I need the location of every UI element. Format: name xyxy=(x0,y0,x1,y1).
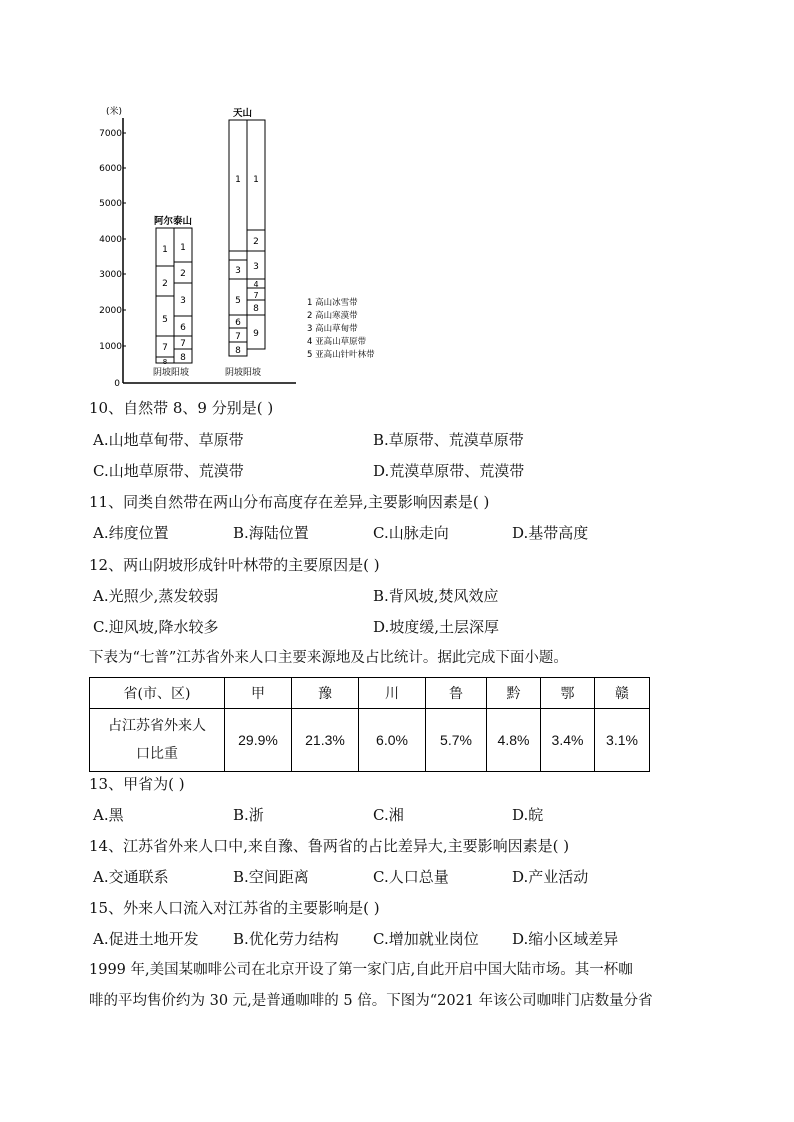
q15-stem: 15、外来人口流入对江苏省的主要影响是( ) xyxy=(89,899,380,917)
q15-option-a[interactable]: A.促进土地开发 xyxy=(93,930,199,948)
table-cell: 21.3% xyxy=(292,709,359,772)
tianshan-sunny-zone: 1 xyxy=(253,175,259,185)
q15-option-d[interactable]: D.缩小区域差异 xyxy=(512,930,619,948)
table-header-cell: 豫 xyxy=(292,678,359,709)
q13-option-b[interactable]: B.浙 xyxy=(233,806,264,824)
legend-item: 2 高山寒漠带 xyxy=(307,311,358,321)
altai-sunny-zone: 6 xyxy=(180,323,186,333)
table-header-cell: 川 xyxy=(359,678,426,709)
q12-option-a[interactable]: A.光照少,蒸发较弱 xyxy=(93,587,219,605)
legend-item: 3 高山草甸带 xyxy=(307,324,358,334)
q14-option-d[interactable]: D.产业活动 xyxy=(512,868,589,886)
q10-option-b[interactable]: B.草原带、荒漠草原带 xyxy=(373,431,524,449)
legend-item: 5 亚高山针叶林带 xyxy=(307,350,375,360)
table-row xyxy=(90,709,650,772)
y-tick-5000: 5000 xyxy=(99,199,122,209)
altai-sunny-zone: 8 xyxy=(180,353,186,363)
q14-option-c[interactable]: C.人口总量 xyxy=(373,868,449,886)
y-tick-1000: 1000 xyxy=(99,342,122,352)
q13-option-c[interactable]: C.湘 xyxy=(373,806,404,824)
coffee-intro-line-2: 啡的平均售价约为 30 元,是普通咖啡的 5 倍。下图为“2021 年该公司咖啡门店数量分省 xyxy=(89,993,653,1009)
tianshan-sunny-zone: 3 xyxy=(253,262,259,272)
q13-option-a[interactable]: A.黑 xyxy=(93,806,124,824)
altai-sunny-zone: 1 xyxy=(180,243,186,253)
tianshan-shade-zone: 7 xyxy=(235,332,241,342)
altai-shade-zone: 1 xyxy=(162,245,168,255)
table-intro: 下表为“七普”江苏省外来人口主要来源地及占比统计。据此完成下面小题。 xyxy=(89,650,568,666)
y-tick-3000: 3000 xyxy=(99,270,122,280)
legend-item: 4 亚高山草原带 xyxy=(307,337,367,347)
legend-item: 1 高山冰雪带 xyxy=(307,298,358,308)
q12-stem: 12、两山阴坡形成针叶林带的主要原因是( ) xyxy=(89,556,380,574)
table-header-cell: 赣 xyxy=(595,678,650,709)
row-label-line-2: 口比重 xyxy=(136,746,178,762)
y-tick-0: 0 xyxy=(114,379,120,389)
table-cell: 5.7% xyxy=(426,709,487,772)
table-cell: 4.8% xyxy=(487,709,541,772)
q14-option-b[interactable]: B.空间距离 xyxy=(233,868,309,886)
q15-option-b[interactable]: B.优化劳力结构 xyxy=(233,930,339,948)
y-unit-label: (米) xyxy=(106,107,123,117)
population-source-table xyxy=(89,677,650,772)
q11-option-b[interactable]: B.海陆位置 xyxy=(233,524,309,542)
table-cell: 3.1% xyxy=(595,709,650,772)
q11-option-c[interactable]: C.山脉走向 xyxy=(373,524,449,542)
zone-legend xyxy=(307,297,375,360)
q14-stem: 14、江苏省外来人口中,来自豫、鲁两省的占比差异大,主要影响因素是( ) xyxy=(89,837,570,855)
q14-option-a[interactable]: A.交通联系 xyxy=(93,868,169,886)
tianshan-title: 天山 xyxy=(233,108,253,119)
q11-stem: 11、同类自然带在两山分布高度存在差异,主要影响因素是( ) xyxy=(89,493,490,511)
q12-option-c[interactable]: C.迎风坡,降水较多 xyxy=(93,618,219,636)
q15-option-c[interactable]: C.增加就业岗位 xyxy=(373,930,479,948)
table-header-row xyxy=(90,678,650,709)
altai-title: 阿尔泰山 xyxy=(154,216,193,227)
q13-stem: 13、甲省为( ) xyxy=(89,775,185,793)
table-header-cell: 鲁 xyxy=(426,678,487,709)
table-cell: 3.4% xyxy=(541,709,595,772)
table-row-label xyxy=(90,709,225,772)
table-header-cell: 鄂 xyxy=(541,678,595,709)
q10-option-d[interactable]: D.荒漠草原带、荒漠带 xyxy=(373,462,525,480)
q11-option-d[interactable]: D.基带高度 xyxy=(512,524,589,542)
tianshan-shade-zone: 8 xyxy=(235,346,241,356)
tianshan-sunny-zone: 8 xyxy=(253,304,259,314)
q10-stem: 10、自然带 8、9 分别是( ) xyxy=(89,399,274,417)
tianshan-sunny-zone: 4 xyxy=(253,280,259,289)
altai-shade-zone: 7 xyxy=(162,343,168,353)
tianshan-shade-zone: 6 xyxy=(235,318,241,328)
tianshan-sunny-zone: 7 xyxy=(253,291,259,300)
q12-option-b[interactable]: B.背风坡,焚风效应 xyxy=(373,587,499,605)
y-tick-7000: 7000 xyxy=(99,129,122,139)
table-header-cell: 黔 xyxy=(487,678,541,709)
y-tick-2000: 2000 xyxy=(99,306,122,316)
y-tick-labels xyxy=(99,129,122,389)
tianshan-shade-zone: 1 xyxy=(235,175,241,185)
q11-option-a[interactable]: A.纬度位置 xyxy=(93,524,169,542)
q12-option-d[interactable]: D.坡度缓,土层深厚 xyxy=(373,618,500,636)
tianshan-shade-zone: 5 xyxy=(235,296,241,306)
y-tick-4000: 4000 xyxy=(99,235,122,245)
altai-sunny-zone: 2 xyxy=(180,269,186,279)
tianshan-slope-label: 阴坡阳坡 xyxy=(225,368,262,378)
q10-option-a[interactable]: A.山地草甸带、草原带 xyxy=(93,431,244,449)
altai-slope-label: 阴坡阳坡 xyxy=(153,368,190,378)
q13-option-d[interactable]: D.皖 xyxy=(512,806,544,824)
altai-sunny-zone: 7 xyxy=(180,339,186,349)
tianshan-shade-zone: 3 xyxy=(235,266,241,276)
altai-shade-zone: 5 xyxy=(162,315,168,325)
table-cell: 29.9% xyxy=(225,709,292,772)
altai-shade-zone: 8 xyxy=(162,358,168,366)
y-tick-6000: 6000 xyxy=(99,164,122,174)
tianshan-sunny-zone: 9 xyxy=(253,329,259,339)
table-header-label: 省(市、区) xyxy=(90,678,225,709)
vertical-zone-diagram xyxy=(99,100,398,392)
altai-sunny-zone: 3 xyxy=(180,296,186,306)
table-header-cell: 甲 xyxy=(225,678,292,709)
table-cell: 6.0% xyxy=(359,709,426,772)
tianshan-sunny-zone: 2 xyxy=(253,237,259,247)
coffee-intro-line-1: 1999 年,美国某咖啡公司在北京开设了第一家门店,自此开启中国大陆市场。其一杯咖 xyxy=(89,962,633,978)
q10-option-c[interactable]: C.山地草原带、荒漠带 xyxy=(93,462,244,480)
altai-shade-zone: 2 xyxy=(162,279,168,289)
row-label-line-1: 占江苏省外来人 xyxy=(108,718,206,734)
